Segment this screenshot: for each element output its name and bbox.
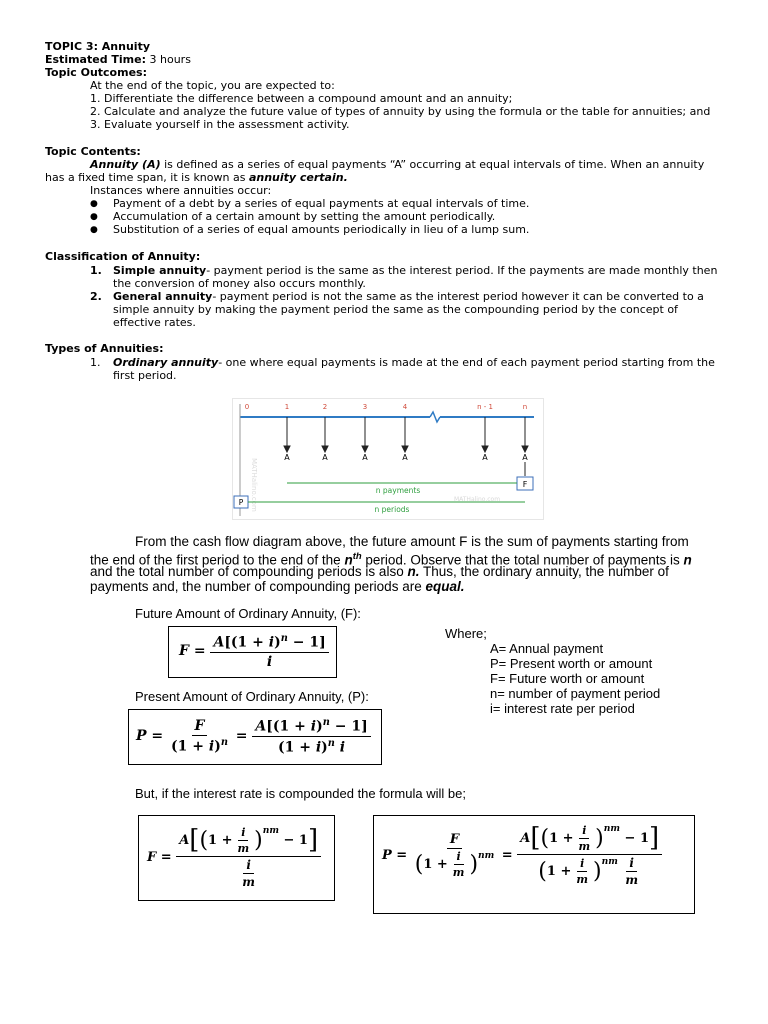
explanation-line: the end of the first period to the end of the $n^{th}$ period. Observe that the total number of payments is n: [90, 551, 692, 568]
instance-item: Payment of a debt by a series of equal payments at equal intervals of time.: [113, 197, 530, 210]
period-label: n: [522, 403, 528, 411]
future-formula-box: F = $\frac{A[(1 + i)^n - 1]}{i}$: [168, 626, 337, 678]
payment-label: A: [482, 453, 488, 462]
compound-present-formula-box: P = F ( 1 + $\frac{i}{m}$ ) $^{nm}$ = A [ ( 1 + $\frac{i}{m}$ ) $^{nm}$ − 1 ] ( 1 + $\frac{i}{m}$ ) $^{nm}$ $\frac{i}{m}$: [373, 815, 695, 914]
present-formula-box: P = $\frac{F}{(1 + i)^n}$ = $\frac{A[(1 + i)^n - 1]}{(1 + i)^n i}$: [128, 709, 382, 765]
outcome-item: 2. Calculate and analyze the future value of types of annuity by using the formula or the table for annuities; and: [90, 105, 711, 118]
compound-intro: But, if the interest rate is compounded the formula will be;: [135, 786, 466, 801]
bullet-icon: ●: [90, 199, 98, 209]
period-label: n - 1: [477, 403, 493, 411]
ordinary-annuity-text-cont: first period.: [113, 369, 177, 382]
general-annuity-text-cont: effective rates.: [113, 316, 196, 329]
annuity-definition-cont: has a fixed time span, it is known as annuity certain.: [45, 171, 348, 184]
diagram-watermark: MATHalino.com: [453, 496, 501, 503]
payment-label: A: [522, 453, 528, 462]
contents-heading: Topic Contents:: [45, 145, 141, 158]
classification-heading: Classification of Annuity:: [45, 250, 201, 263]
instance-item: Accumulation of a certain amount by setting the amount periodically.: [113, 210, 496, 223]
simple-annuity-text: Simple annuity- payment period is the same as the interest period. If the payments are made monthly then: [113, 264, 718, 277]
cash-flow-diagram: [232, 398, 544, 520]
where-item: i= interest rate per period: [490, 701, 635, 716]
period-label: 0: [244, 403, 250, 411]
list-number: 1.: [90, 264, 102, 277]
where-heading: Where;: [445, 626, 487, 641]
compound-future-formula-box: F = A [ ( 1 + $\frac{i}{m}$ ) $^{nm}$ − 1 ] $\frac{i}{m}$: [138, 815, 335, 901]
where-item: n= number of payment period: [490, 686, 661, 701]
instance-item: Substitution of a series of equal amounts periodically in lieu of a lump sum.: [113, 223, 530, 236]
types-heading: Types of Annuities:: [45, 342, 164, 355]
period-label: 3: [362, 403, 368, 411]
explanation-line: and the total number of compounding periods is also n. Thus, the ordinary annuity, the number of: [90, 564, 669, 579]
period-label: 4: [402, 403, 408, 411]
present-amount-label: Present Amount of Ordinary Annuity, (P):: [135, 689, 369, 704]
payment-label: A: [284, 453, 290, 462]
outcomes-heading: Topic Outcomes:: [45, 66, 147, 79]
period-label: 2: [322, 403, 328, 411]
outcomes-intro: At the end of the topic, you are expected to:: [90, 79, 335, 92]
where-item: F= Future worth or amount: [490, 671, 645, 686]
list-number: 2.: [90, 290, 102, 303]
ordinary-annuity-text: Ordinary annuity- one where equal payments is made at the end of each payment period starting from the: [113, 356, 715, 369]
bullet-icon: ●: [90, 225, 98, 235]
simple-annuity-text-cont: the conversion of money also occurs monthly.: [113, 277, 366, 290]
present-label: P: [238, 498, 244, 507]
diagram-watermark: MATHalino.com: [250, 458, 258, 512]
explanation-line: payments and, the number of compounding periods are equal.: [90, 579, 465, 594]
n-periods-label: n periods: [374, 505, 410, 514]
explanation-line: From the cash flow diagram above, the future amount F is the sum of payments starting from: [135, 534, 689, 549]
future-label: F: [522, 480, 528, 489]
where-item: A= Annual payment: [490, 641, 604, 656]
n-payments-label: n payments: [375, 486, 421, 495]
period-label: 1: [284, 403, 290, 411]
bullet-icon: ●: [90, 212, 98, 222]
instances-intro: Instances where annuities occur:: [90, 184, 272, 197]
general-annuity-text-cont: simple annuity by making the payment period the same as the compounding period by the concept of: [113, 303, 678, 316]
payment-label: A: [402, 453, 408, 462]
payment-label: A: [322, 453, 328, 462]
topic-title: TOPIC 3: Annuity: [45, 40, 150, 53]
where-item: P= Present worth or amount: [490, 656, 653, 671]
outcome-item: 3. Evaluate yourself in the assessment activity.: [90, 118, 350, 131]
outcome-item: 1. Differentiate the difference between a compound amount and an annuity;: [90, 92, 513, 105]
general-annuity-text: General annuity- payment period is not the same as the interest period however it can be converted to a: [113, 290, 704, 303]
list-number: 1.: [90, 356, 101, 369]
annuity-definition: Annuity (A) is defined as a series of equal payments “A” occurring at equal intervals of time. When an annuity: [90, 158, 705, 171]
payment-label: A: [362, 453, 368, 462]
estimated-time: Estimated Time: 3 hours: [45, 53, 191, 66]
future-amount-label: Future Amount of Ordinary Annuity, (F):: [135, 606, 361, 621]
